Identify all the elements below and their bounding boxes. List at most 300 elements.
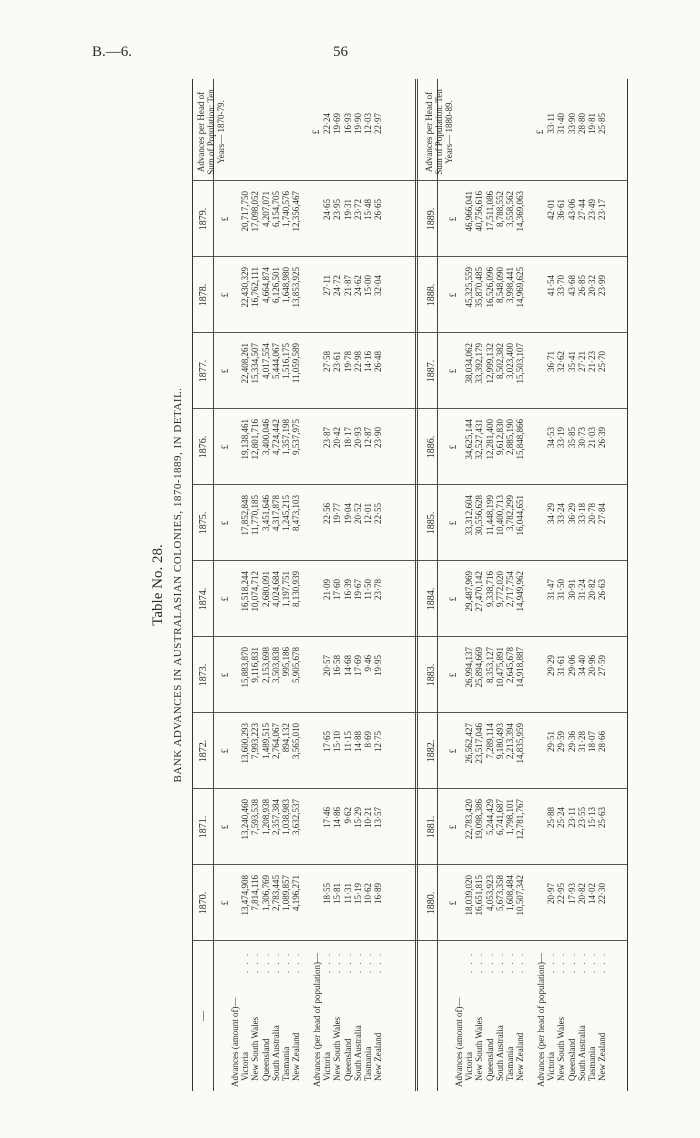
amount-cell: 1,089,857 — [281, 875, 291, 911]
currency-unit: £ — [220, 748, 230, 754]
header-rule — [437, 79, 438, 1091]
amount-cell: 8,788,552 — [494, 191, 505, 227]
summary-cell: 25·85 — [597, 113, 608, 134]
amount-cell: 13,474,908 — [240, 875, 251, 916]
colony-label: Victoria — [546, 1052, 557, 1081]
per-head-cell: 12·87 — [363, 427, 373, 448]
per-head-cell: 18·07 — [587, 731, 597, 752]
amount-cell: 5,905,678 — [291, 647, 302, 683]
colony-label: South Australia — [270, 1025, 281, 1081]
per-head-cell: 33·70 — [556, 275, 567, 296]
amount-cell: 2,764,067 — [270, 723, 281, 759]
amount-cell: 1,489,515 — [260, 723, 271, 759]
amount-cell: 3,558,562 — [505, 191, 515, 227]
per-head-cell: 10·62 — [363, 883, 373, 904]
year-header: 1876. — [198, 435, 209, 459]
amount-cell: 4,024,684 — [270, 571, 281, 607]
colony-label: Tasmania — [587, 1046, 597, 1081]
per-head-cell: 32·04 — [373, 275, 384, 296]
per-head-cell: 20·96 — [587, 655, 597, 676]
per-head-cell: 36·71 — [546, 351, 557, 372]
ten-year-summary-label: Advances per Head of Sum of Population: Ten Years— 1880-89. — [424, 89, 454, 175]
per-head-cell: 23·87 — [322, 427, 333, 448]
amount-cell: 14,835,959 — [515, 723, 526, 764]
amount-cell: 22,430,329 — [240, 267, 251, 308]
per-head-cell: 15·81 — [332, 883, 343, 904]
colony-label: South Australia — [352, 1025, 363, 1081]
leader-dots: . . . — [240, 951, 251, 973]
year-header: 1873. — [198, 663, 209, 687]
per-head-cell: 22·98 — [352, 351, 363, 372]
per-head-cell: 25·70 — [597, 351, 608, 372]
per-head-cell: 27·11 — [322, 275, 333, 296]
per-head-cell: 34·29 — [546, 503, 557, 524]
amount-cell: 34,625,144 — [464, 419, 475, 460]
leader-dots: . . . — [250, 951, 261, 973]
amount-cell: 16,651,815 — [474, 875, 485, 916]
per-head-cell: 14·16 — [363, 351, 373, 372]
amount-cell: 7,289,114 — [484, 723, 495, 759]
currency-unit: £ — [311, 129, 321, 135]
amount-cell: 1,208,938 — [260, 799, 271, 835]
per-head-cell: 22·95 — [556, 883, 567, 904]
amount-cell: 11,770,185 — [250, 495, 261, 536]
amount-cell: 3,565,010 — [291, 723, 302, 759]
amount-cell: 29,487,969 — [464, 571, 475, 612]
section-heading: Advances (amount of)— — [230, 997, 240, 1087]
per-head-cell: 10·21 — [363, 807, 373, 828]
amount-cell: 6,741,687 — [494, 799, 505, 835]
summary-cell: 19·90 — [352, 113, 363, 134]
colony-label: South Australia — [494, 1025, 505, 1081]
amount-cell: 18,039,020 — [464, 875, 475, 916]
year-header: 1870. — [198, 891, 209, 915]
amount-cell: 4,724,442 — [270, 419, 281, 455]
amount-cell: 8,473,103 — [291, 495, 302, 531]
amount-cell: 894,132 — [281, 723, 291, 753]
per-head-cell: 29·51 — [546, 731, 557, 752]
amount-cell: 11,059,589 — [291, 343, 302, 384]
per-head-cell: 23·78 — [373, 579, 384, 600]
per-head-cell: 19·67 — [352, 579, 363, 600]
per-head-cell: 20·52 — [352, 503, 363, 524]
per-head-cell: 14·88 — [352, 731, 363, 752]
year-header: 1874. — [198, 587, 209, 611]
amount-cell: 10,507,342 — [515, 875, 526, 916]
amount-cell: 3,998,441 — [505, 267, 515, 303]
rotated-table-page — [148, 79, 628, 1091]
amount-cell: 2,357,384 — [270, 799, 281, 835]
amount-cell: 12,281,400 — [484, 419, 495, 460]
colony-label: New South Wales — [556, 1016, 567, 1081]
colony-label: Tasmania — [505, 1046, 515, 1081]
amount-cell: 12,781,767 — [515, 799, 526, 840]
per-head-cell: 20·57 — [322, 655, 333, 676]
year-header: 1888. — [426, 283, 437, 307]
amount-cell: 19,138,461 — [240, 419, 251, 460]
per-head-cell: 21·23 — [587, 351, 597, 372]
colony-label: Victoria — [464, 1052, 475, 1081]
per-head-cell: 28·66 — [597, 731, 608, 752]
summary-cell: 33·90 — [566, 113, 577, 134]
summary-cell: 33·11 — [546, 113, 557, 134]
per-head-cell: 9·62 — [342, 807, 353, 824]
amount-cell: 16,526,096 — [484, 267, 495, 308]
per-head-cell: 23·90 — [373, 427, 384, 448]
colony-label: New Zealand — [373, 1032, 384, 1081]
per-head-cell: 22·30 — [597, 883, 608, 904]
leader-dots: . . . — [352, 951, 363, 973]
per-head-cell: 26·39 — [597, 427, 608, 448]
colony-label: South Australia — [576, 1025, 587, 1081]
summary-cell: 28·80 — [576, 113, 587, 134]
amount-cell: 7,814,116 — [250, 875, 261, 911]
per-head-cell: 15·00 — [363, 275, 373, 296]
amount-cell: 33,392,179 — [474, 343, 485, 384]
amount-cell: 2,213,394 — [505, 723, 515, 759]
per-head-cell: 29·06 — [566, 655, 577, 676]
per-head-cell: 14·68 — [342, 655, 353, 676]
table-number: Table No. 28. — [150, 544, 166, 626]
leader-dots: . . . — [546, 951, 557, 973]
currency-unit: £ — [220, 216, 230, 222]
per-head-cell: 23·49 — [587, 199, 597, 220]
per-head-cell: 33·24 — [556, 503, 567, 524]
amount-cell: 5,244,429 — [484, 799, 495, 835]
currency-unit: £ — [220, 596, 230, 602]
amount-cell: 16,044,651 — [515, 495, 526, 536]
per-head-cell: 17·65 — [322, 731, 333, 752]
amount-cell: 995,186 — [281, 647, 291, 677]
amount-cell: 20,717,750 — [240, 191, 251, 232]
amount-cell: 15,334,507 — [250, 343, 261, 384]
summary-cell: 31·40 — [556, 113, 567, 134]
amount-cell: 19,098,386 — [474, 799, 485, 840]
currency-unit: £ — [448, 596, 458, 602]
per-head-cell: 25·24 — [556, 807, 567, 828]
amount-cell: 25,894,669 — [474, 647, 485, 688]
per-head-cell: 29·29 — [546, 655, 557, 676]
per-head-cell: 23·99 — [597, 275, 608, 296]
summary-cell: 16·93 — [342, 113, 353, 134]
amount-cell: 14,969,625 — [515, 267, 526, 308]
per-head-cell: 20·82 — [576, 883, 587, 904]
amount-cell: 15,848,866 — [515, 419, 526, 460]
currency-unit: £ — [448, 444, 458, 450]
colony-label: Queensland — [260, 1038, 271, 1081]
colony-label: Victoria — [240, 1052, 251, 1081]
section-heading: Advances (per head of population)— — [536, 953, 546, 1087]
per-head-cell: 12·75 — [373, 731, 384, 752]
per-head-cell: 27·59 — [597, 655, 608, 676]
amount-cell: 3,632,537 — [291, 799, 302, 835]
per-head-cell: 11·50 — [363, 579, 373, 600]
year-header: 1887. — [426, 359, 437, 383]
amount-cell: 12,356,467 — [291, 191, 302, 232]
amount-cell: 14,918,887 — [515, 647, 526, 688]
per-head-cell: 35·85 — [566, 427, 577, 448]
amount-cell: 1,608,484 — [505, 875, 515, 911]
per-head-cell: 19·04 — [342, 503, 353, 524]
leader-dots: . . . — [484, 951, 495, 973]
year-header: 1889. — [426, 207, 437, 231]
amount-cell: 4,317,878 — [270, 495, 281, 531]
per-head-cell: 31·47 — [546, 579, 557, 600]
currency-unit: £ — [448, 824, 458, 830]
per-head-cell: 27·44 — [576, 199, 587, 220]
per-head-cell: 16·58 — [332, 655, 343, 676]
per-head-cell: 16·89 — [373, 883, 384, 904]
amount-cell: 14,369,063 — [515, 191, 526, 232]
amount-cell: 14,949,962 — [515, 571, 526, 612]
summary-cell: 12·03 — [363, 113, 373, 134]
amount-cell: 26,994,137 — [464, 647, 475, 688]
per-head-cell: 20·42 — [332, 427, 343, 448]
leader-dots: . . . — [597, 951, 608, 973]
per-head-cell: 27·84 — [597, 503, 608, 524]
per-head-cell: 36·29 — [566, 503, 577, 524]
amount-cell: 23,517,046 — [474, 723, 485, 764]
per-head-cell: 35·41 — [566, 351, 577, 372]
per-head-cell: 11·31 — [342, 883, 353, 904]
amount-cell: 4,664,874 — [260, 267, 271, 303]
per-head-cell: 20·32 — [587, 275, 597, 296]
leader-dots: . . . — [260, 951, 271, 973]
amount-cell: 3,503,838 — [270, 647, 281, 683]
currency-unit: £ — [448, 520, 458, 526]
amount-cell: 17,511,086 — [484, 191, 495, 232]
per-head-cell: 23·17 — [597, 199, 608, 220]
colony-label: New South Wales — [474, 1016, 485, 1081]
leader-dots: . . . — [373, 951, 384, 973]
currency-unit: £ — [448, 672, 458, 678]
ten-year-summary-label: Advances per Head of Sum of Population: Ten Years— 1870-79. — [196, 89, 226, 175]
per-head-cell: 33·19 — [556, 427, 567, 448]
currency-unit: £ — [448, 292, 458, 298]
amount-cell: 3,023,400 — [505, 343, 515, 379]
per-head-cell: 31·50 — [556, 579, 567, 600]
per-head-cell: 26·48 — [373, 351, 384, 372]
colony-label: New South Wales — [332, 1016, 343, 1081]
amount-cell: 10,400,713 — [494, 495, 505, 536]
amount-cell: 5,444,067 — [270, 343, 281, 379]
header-rule — [213, 79, 214, 1091]
amount-cell: 6,126,501 — [270, 267, 281, 303]
amount-cell: 9,338,716 — [484, 571, 495, 607]
per-head-cell: 26·85 — [576, 275, 587, 296]
document-code: B.—6. — [92, 44, 133, 60]
amount-cell: 4,053,923 — [484, 875, 495, 911]
amount-cell: 35,870,485 — [474, 267, 485, 308]
leader-dots: . . . — [363, 951, 373, 973]
per-head-cell: 15·29 — [352, 807, 363, 828]
leader-dots: . . . — [494, 951, 505, 973]
per-head-cell: 34·40 — [576, 655, 587, 676]
currency-unit: £ — [220, 292, 230, 298]
per-head-cell: 32·62 — [556, 351, 567, 372]
year-header: 1880. — [426, 891, 437, 915]
table-title: BANK ADVANCES IN AUSTRALASIAN COLONIES, 1870-1889, IN DETAIL. — [172, 387, 184, 783]
per-head-cell: 19·77 — [332, 503, 343, 524]
colony-label: Tasmania — [363, 1046, 373, 1081]
amount-cell: 9,772,020 — [494, 571, 505, 607]
amount-cell: 16,762,111 — [250, 267, 261, 307]
per-head-cell: 14·86 — [332, 807, 343, 828]
per-head-cell: 34·53 — [546, 427, 557, 448]
amount-cell: 15,503,107 — [515, 343, 526, 384]
leader-dots: . . . — [515, 951, 526, 973]
year-header: 1885. — [426, 511, 437, 535]
leader-dots: . . . — [556, 951, 567, 973]
per-head-cell: 30·73 — [576, 427, 587, 448]
per-head-cell: 22·56 — [322, 503, 333, 524]
per-head-cell: 23·61 — [332, 351, 343, 372]
page-number: 56 — [333, 44, 348, 60]
summary-cell: 19·81 — [587, 113, 597, 134]
per-head-cell: 42·01 — [546, 199, 557, 220]
per-head-cell: 23·72 — [352, 199, 363, 220]
leader-dots: . . . — [474, 951, 485, 973]
per-head-cell: 12·01 — [363, 503, 373, 524]
amount-cell: 7,993,223 — [250, 723, 261, 759]
amount-cell: 38,034,062 — [464, 343, 475, 384]
per-head-cell: 9·46 — [363, 655, 373, 672]
amount-cell: 2,645,678 — [505, 647, 515, 683]
amount-cell: 13,600,293 — [240, 723, 251, 764]
amount-cell: 2,783,445 — [270, 875, 281, 911]
leader-dots: . . . — [332, 951, 343, 973]
per-head-cell: 31·61 — [556, 655, 567, 676]
amount-cell: 3,400,046 — [260, 419, 271, 455]
per-head-cell: 27·21 — [576, 351, 587, 372]
amount-cell: 1,740,576 — [281, 191, 291, 227]
colony-label: Queensland — [342, 1038, 353, 1081]
year-header: 1886. — [426, 435, 437, 459]
per-head-cell: 20·93 — [352, 427, 363, 448]
leader-dots: . . . — [464, 951, 475, 973]
currency-unit: £ — [535, 129, 545, 135]
leader-dots: . . . — [566, 951, 577, 973]
per-head-cell: 14·02 — [587, 883, 597, 904]
year-header: 1871. — [198, 815, 209, 839]
amount-cell: 9,537,975 — [291, 419, 302, 455]
amount-cell: 1,197,751 — [281, 571, 291, 607]
amount-cell: 1,357,198 — [281, 419, 291, 455]
amount-cell: 5,673,358 — [494, 875, 505, 911]
leader-dots: . . . — [576, 951, 587, 973]
amount-cell: 45,325,559 — [464, 267, 475, 308]
per-head-cell: 20·78 — [587, 503, 597, 524]
currency-unit: £ — [220, 672, 230, 678]
per-head-cell: 26·65 — [373, 199, 384, 220]
amount-cell: 1,245,215 — [281, 495, 291, 531]
per-head-cell: 15·10 — [332, 731, 343, 752]
per-head-cell: 20·97 — [546, 883, 557, 904]
colony-label: New Zealand — [515, 1032, 526, 1081]
amount-cell: 30,556,628 — [474, 495, 485, 536]
per-head-cell: 23·55 — [576, 807, 587, 828]
currency-unit: £ — [220, 444, 230, 450]
colony-label: Queensland — [566, 1038, 577, 1081]
currency-unit: £ — [448, 216, 458, 222]
per-head-cell: 17·60 — [332, 579, 343, 600]
per-head-cell: 21·09 — [322, 579, 333, 600]
amount-cell: 8,130,939 — [291, 571, 302, 607]
amount-cell: 2,680,091 — [260, 571, 271, 607]
per-head-cell: 26·63 — [597, 579, 608, 600]
amount-cell: 9,612,830 — [494, 419, 505, 455]
leader-dots: . . . — [270, 951, 281, 973]
currency-unit: £ — [448, 900, 458, 906]
amount-cell: 17,852,848 — [240, 495, 251, 536]
amount-cell: 13,240,460 — [240, 799, 251, 840]
amount-cell: 16,518,244 — [240, 571, 251, 612]
currency-unit: £ — [220, 368, 230, 374]
per-head-cell: 30·91 — [566, 579, 577, 600]
amount-cell: 40,756,616 — [474, 191, 485, 232]
per-head-cell: 18·17 — [342, 427, 353, 448]
year-header: 1882. — [426, 739, 437, 763]
colony-label: Victoria — [322, 1052, 333, 1081]
amount-cell: 15,883,870 — [240, 647, 251, 688]
per-head-cell: 17·46 — [322, 807, 333, 828]
year-header: 1881. — [426, 815, 437, 839]
amount-cell: 11,448,199 — [484, 495, 495, 536]
amount-cell: 8,353,127 — [484, 647, 495, 683]
per-head-cell: 17·93 — [566, 883, 577, 904]
per-head-cell: 31·28 — [576, 731, 587, 752]
section-heading: Advances (per head of population)— — [312, 953, 322, 1087]
per-head-cell: 24·65 — [322, 199, 333, 220]
year-header: 1878. — [198, 283, 209, 307]
per-head-cell: 17·69 — [352, 655, 363, 676]
per-head-cell: 15·19 — [352, 883, 363, 904]
per-head-cell: 43·06 — [566, 199, 577, 220]
summary-cell: 22·24 — [322, 113, 333, 134]
leader-dots: . . . — [505, 951, 515, 973]
per-head-cell: 11·15 — [342, 731, 353, 752]
per-head-cell: 25·88 — [546, 807, 557, 828]
stub-header: — — [198, 1011, 209, 1021]
amount-cell: 9,116,831 — [250, 647, 261, 683]
per-head-cell: 20·82 — [587, 579, 597, 600]
amount-cell: 8,502,382 — [494, 343, 505, 379]
amount-cell: 12,999,132 — [484, 343, 495, 384]
amount-cell: 26,562,427 — [464, 723, 475, 764]
amount-cell: 22,783,420 — [464, 799, 475, 840]
per-head-cell: 19·95 — [373, 655, 384, 676]
amount-cell: 9,180,493 — [494, 723, 505, 759]
leader-dots: . . . — [322, 951, 333, 973]
amount-cell: 1,306,769 — [260, 875, 271, 911]
amount-cell: 2,885,190 — [505, 419, 515, 455]
year-header: 1872. — [198, 739, 209, 763]
summary-cell: 22·97 — [373, 113, 384, 134]
colony-label: New Zealand — [597, 1032, 608, 1081]
amount-cell: 4,207,071 — [260, 191, 271, 227]
amount-cell: 33,312,604 — [464, 495, 475, 536]
leader-dots: . . . — [291, 951, 302, 973]
colony-label: Tasmania — [281, 1046, 291, 1081]
section-heading: Advances (amount of)— — [454, 997, 464, 1087]
per-head-cell: 24·62 — [352, 275, 363, 296]
colony-label: New South Wales — [250, 1016, 261, 1081]
amount-cell: 1,798,101 — [505, 799, 515, 835]
per-head-cell: 41·54 — [546, 275, 557, 296]
leader-dots: . . . — [342, 951, 353, 973]
per-head-cell: 23·11 — [566, 807, 577, 828]
bank-advances-table — [192, 79, 628, 1091]
